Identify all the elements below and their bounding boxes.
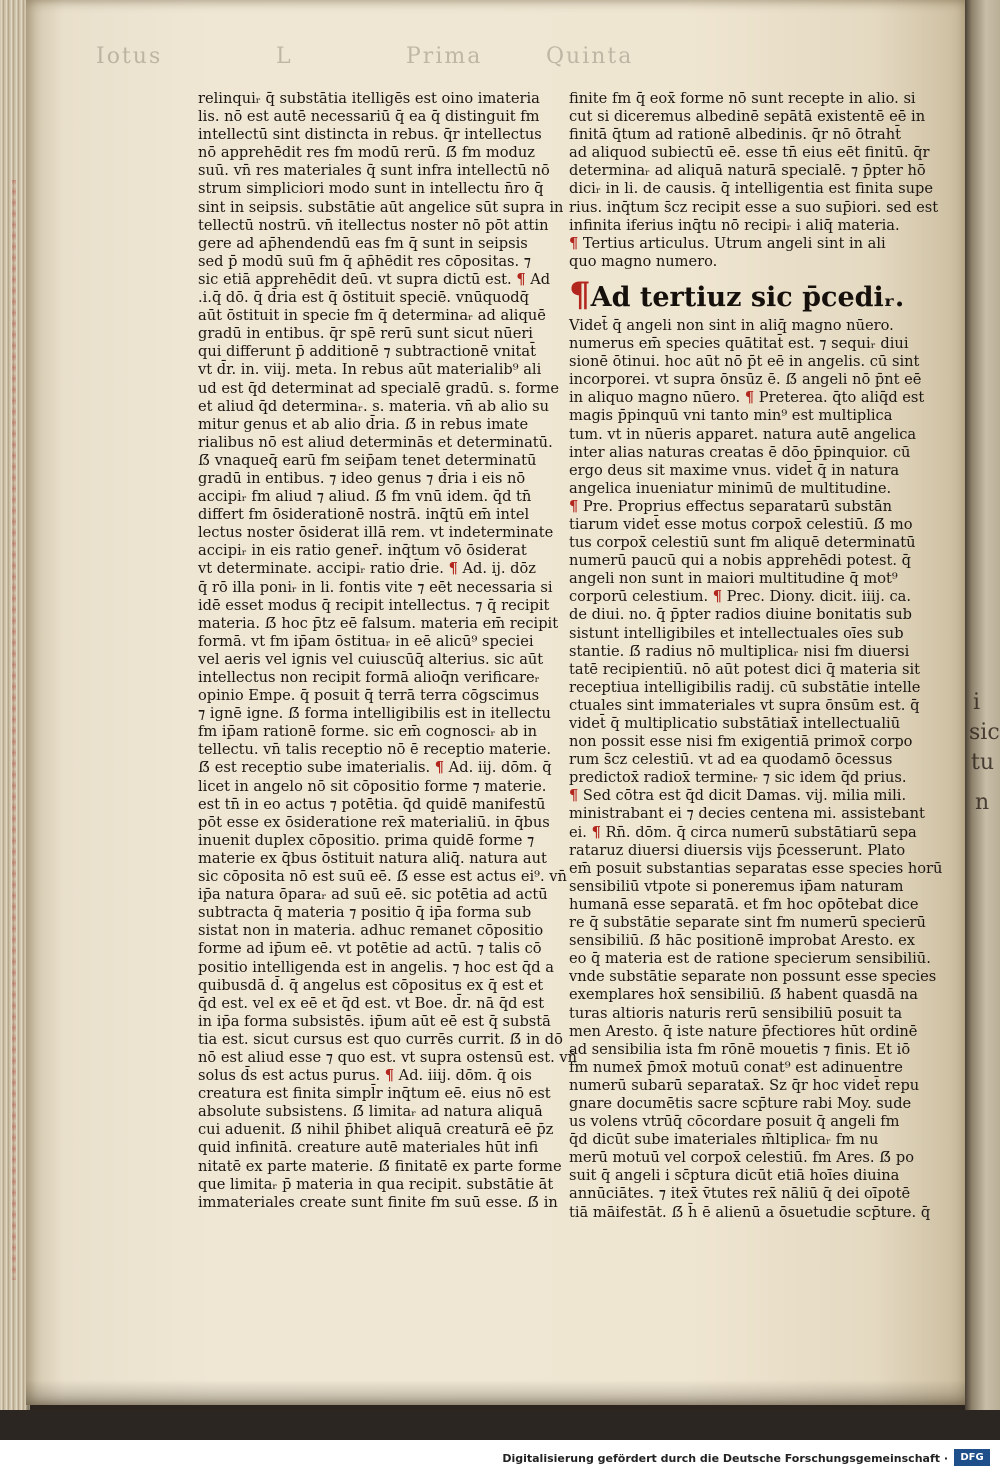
text-line: positio intelligenda est in angelis. ⁊ hoc est q̄d a [198,958,554,976]
text-line: numerū subarū separatax̄. Sz q̄r hoc videt̄ repu [569,1076,920,1094]
dfg-logo: DFG [954,1449,990,1466]
text-line: numerus em̄ species quātitat̄ est. ⁊ sequiᵣ diui [569,335,909,353]
text-line: Videt̄ q̄ angeli non sint in aliq̄ magno nūero. [569,316,894,334]
text-line: finite fm q̄ eox̄ forme nō sunt recepte in alio. si [569,90,916,107]
text-line: sint in seipsis. substātie aūt angelice sūt supra in [198,198,564,216]
text-line: ad sensibilia ista fm rōnē mouetis ⁊ finis. Et iō [569,1040,911,1058]
next-leaf-fragment: n [975,790,990,815]
text-line: men Aresto. q̄ iste nature p̄fectiores hūt ordinē [569,1022,918,1040]
text-line: videt̄ q̄ multiplicatio substātiax̄ intellectualiū [569,715,901,732]
text-line: rum s̄cz celestiū. vt ad ea quodamō ōcessus [569,751,893,769]
text-line: aūt ōstituit in specie fm q̄ determinaᵣ ad aliquē [198,307,546,325]
text-line: ip̄a natura ōparaᵣ ad suū eē. sic potētia ad actū [198,886,548,904]
text-line: re q̄ substātie separate sint fm numerū specierū [569,914,926,932]
text-line: lectus noster ōsiderat illā rem. vt indeterminate [198,524,554,542]
pilcrow-mark: ¶ [516,270,526,288]
text-line: corporū celestium. ¶ Prec. Diony. dicit. iiij. ca. [569,588,912,606]
pilcrow-mark: ¶ [744,389,755,407]
text-line: sensibiliū. ẞ hāc positionē improbat Aresto. ex [569,932,915,950]
text-line: angeli non sunt in maiori multitudine q̄ mot⁹ [569,570,898,588]
text-line: rataruz diuersi diuersis vijs p̄cesserunt. Plato [569,841,906,859]
pilcrow-mark: ¶ [384,1067,395,1085]
next-leaf-edge [965,0,1000,1410]
text-line: turas altioris naturis rerū sensibiliū posuit ta [569,1004,903,1022]
text-line: accipiᵣ in eis ratio gener̄. inq̄tum vō ōsiderat [198,542,527,560]
pilcrow-mark: ¶ [569,234,579,252]
text-line: sic etiā apprehēdit deū. vt supra dictū est. ¶ Ad [198,270,551,288]
right-column-body-lines [569,316,943,1222]
text-line: accipiᵣ fm aliud ⁊ aliud. ẞ fm vnū idem. q̄d tn̄ [198,488,532,506]
text-line: em̄ posuit substantias separatas esse species horū [569,859,943,877]
text-line: suit q̄ angeli i sc̄ptura dicūt etiā hoīes diuina [569,1167,900,1185]
text-line: receptiua intelligibilis radij. cū substātie intelle [569,678,921,696]
text-line: materie ex q̄bus ōstituit natura aliq̄. natura aut [198,849,547,867]
text-line: forme ad ip̄um eē. vt potētie ad actū. ⁊ talis cō [198,940,542,958]
text-line: idē esset modus q̄ recipit intellectus. ⁊ q̄ recipit [198,596,550,614]
text-line: strum simpliciori modo sunt in intellectu n̄ro q̄ [198,180,544,198]
text-line: tus corpox̄ celestiū sunt fm aliquē determinatū [569,534,916,552]
text-line: intellectū sint distincta in rebus. q̄r intellectus [198,126,542,144]
text-line: sed p̄ modū suū fm q̄ ap̄hēdit res cōpositas. ⁊ [198,252,532,270]
text-line: materia. ẞ hoc p̄tz eē falsum. materia em̄ recipit [198,614,559,632]
text-line: tatē recipientiū. nō aūt potest dici q̄ materia sit [569,660,920,678]
text-line: nō est aliud esse ⁊ quo est. vt supra ostensū est. vn̄ [198,1048,577,1066]
text-line: exemplares hox̄ sensibiliū. ẞ habent quasdā na [569,986,918,1004]
text-line: tellectu. vn̄ talis receptio nō ē receptio materie. [198,741,552,759]
next-leaf-fragment: tu [971,750,995,775]
text-line: mitur genus et ab alio d̄ria. ẞ in rebus imate [198,415,529,433]
text-line: gere ad ap̄hendendū eas fm q̄ sunt in seipsis [198,234,528,252]
text-line: annūciātes. ⁊ itex̄ v̄tutes rex̄ nāliū q̄ dei oīpotē [569,1185,911,1203]
text-line: ẞ vnaqueq̄ earū fm seip̄am tenet determinatū [198,451,537,469]
pilcrow-mark: ¶ [569,787,579,805]
text-line: ¶ Pre. Proprius effectus separatarū substān [569,497,893,515]
funding-credit: Digitalisierung gefördert durch die Deutsche Forschungsgemeinschaft · [502,1452,948,1465]
text-line: fm ip̄am rationē forme. sic em̄ cognosciᵣ ab in [198,723,538,741]
text-line: sistat non in materia. adhuc remanet cōpositio [198,922,544,940]
text-line: q̄d est. vel ex eē et q̄d est. vt Boe. d̄r. nā q̄d est [198,994,545,1012]
text-line: de diui. no. q̄ p̄pter radios diuine bonitatis sub [569,606,912,624]
text-line: est tn̄ in eo actus ⁊ potētia. q̄d quidē manifestū [198,795,546,813]
text-line: vt d̄r. in. viij. meta. In rebus aūt materialib⁹ ali [198,361,542,379]
text-line: sic cōposita nō est suū eē. ẞ esse est actus ei⁹. vn̄ [198,868,567,886]
next-leaf-fragment: sic [969,720,1000,745]
text-line: ẞ est receptio sube imaterialis. ¶ Ad. iij. dōm. q̄ [198,759,552,777]
text-line: formā. vt fm ip̄am ōstituaᵣ in eē alicū⁹ speciei [198,632,534,650]
article-heading-text: Ad tertiuz sic p̄cediᵣ. [590,281,905,313]
text-line: tiarum videt̄ esse motus corpox̄ celestiū. ẞ mo [569,515,913,533]
text-line: q̄d dicūt sube imateriales m̄ltiplicaᵣ fm nu [569,1131,879,1149]
text-line: ergo deus sit maxime vnus. videt̄ q̄ in natura [569,461,900,479]
text-line: inter alias naturas creatas ē dōo p̄pinquior. cū [569,443,911,461]
text-line: sionē ōtinui. hoc aūt nō p̄t eē in angelis. cū sint [569,353,920,371]
text-line: relinquiᵣ q̄ substātia itelligēs est oino imateria [198,90,540,107]
text-line: .i.q̄ dō. q̄ d̄ria est q̄ ōstituit speciē. vnūquodq̄ [198,289,529,307]
running-header-ghost: Iotus [96,44,163,69]
text-line: rialibus nō est aliud determinās et determinatū. [198,433,553,451]
text-line: angelica inueniatur minimū de multitudine. [569,479,892,497]
text-line: vel aeris vel ignis vel cuiuscūq̄ alterius. sic aūt [198,650,544,668]
text-line: rius. inq̄tum s̄cz recipit esse a suo sup̄iori. sed est [569,198,939,216]
text-line: ¶ Tertius articulus. Utrum angeli sint in ali [569,234,886,252]
text-line: predictox̄ radiox̄ termineᵣ ⁊ sic idem q̄d prius. [569,769,907,787]
text-line: lis. nō est autē necessariū q̄ ea q̄ distinguit fm [198,108,540,126]
pilcrow-mark: ¶ [448,560,458,578]
text-line: ¶ Sed cōtra est q̄d dicit Damas. vij. milia mili. [569,787,907,805]
text-line: in ip̄a forma subsistēs. ip̄um aūt eē est q̄ substā [198,1012,551,1030]
right-column-opening-lines [569,90,939,271]
text-line: sistunt intelligibiles et intellectuales oīes sub [569,624,904,642]
text-line: tellectū nostrū. vn̄ itellectus noster nō pōt attin [198,216,549,234]
next-leaf-fragment: i [973,690,981,715]
text-line: in aliquo magno nūero. ¶ Preterea. q̄to aliq̄d est [569,389,925,407]
text-line: tiā māifestāt. ẞ h̄ ē alienū a ōsuetudie scp̄ture. q̄ [569,1203,931,1221]
text-line: magis p̄pinquū vni tanto min⁹ est multiplica [569,407,893,425]
text-line: us volens vtrūq̄ cōcordare posuit q̄ angeli fm [569,1113,900,1131]
text-line: gradū in entibus. ⁊ ideo genus ⁊ d̄ria i eis nō [198,469,526,487]
pilcrow-mark: ¶ [569,274,591,315]
text-line: tum. vt in nūeris apparet. natura autē angelica [569,425,917,443]
article-heading [569,275,921,315]
text-line: qui differunt p̄ additionē ⁊ subtractionē vnitat̄ [198,343,536,361]
text-line: suū. vn̄ res materiales q̄ sunt infra intellectū nō [198,162,550,180]
text-line: gnare documētis sacre scp̄ture rabi Moy. sude [569,1094,912,1112]
running-header-ghost: Prima [406,44,483,69]
text-line: humanā esse separatā. et fm hoc opōtebat dice [569,895,919,913]
text-line: tia est. sicut cursus est quo currēs currit. ẞ in dō [198,1030,563,1048]
text-line: stantie. ẞ radius nō multiplicaᵣ nisi fm diuersi [569,642,910,660]
text-line: quid infinitā. creature autē materiales hūt infi [198,1139,539,1157]
text-line: intellectus non recipit formā alioq̄n verificareᵣ [198,669,540,686]
text-line: determinaᵣ ad aliquā naturā specialē. ⁊ p̄pter hō [569,162,926,180]
text-line: ⁊ ignē igne. ẞ forma intelligibilis est in itellectu [198,705,551,723]
text-line: non possit esse nisi fm exigentiā primox̄ corpo [569,733,913,751]
text-line: creatura est finita simpl̄r inq̄tum eē. eius nō est [198,1085,551,1103]
text-line: quo magno numero. [569,252,718,270]
text-line: infinita iferius inq̄tu nō recipiᵣ i aliq̄ materia. [569,216,900,234]
pilcrow-mark: ¶ [569,497,579,515]
text-line: ad aliquod subiectū eē. esse tn̄ eius eēt finitū. q̄r [569,144,930,162]
text-line: pōt esse ex ōsideratione rex̄ materialiū. in q̄bus [198,813,550,831]
text-line: eo q̄ materia est de ratione specierum sensibiliū. [569,950,931,968]
text-line: sensibiliū vtpote si poneremus ip̄am naturam [569,877,904,895]
text-line: que limitaᵣ p̄ materia in qua recipit. substātie āt [198,1175,554,1193]
text-line: ctuales sint immateriales vt supra ōnsūm est. q̄ [569,696,920,714]
text-line: quibusdā d̄. q̄ angelus est cōpositus ex q̄ est et [198,976,544,994]
text-line: solus d̄s est actus purus. ¶ Ad. iiij. dōm. q̄ ois [198,1067,532,1085]
text-line: cui aduenit. ẞ nihil p̄hibet aliquā creaturā eē p̄z [198,1121,554,1139]
text-line: vt determinate. accipiᵣ ratio d̄rie. ¶ Ad. ij. dōz [198,560,536,578]
text-line: ud est q̄d determinat ad specialē gradū. s. forme [198,379,559,397]
text-line: fm numex̄ p̄mox̄ motuū conat⁹ est adinuentre [569,1058,903,1076]
running-header-ghost: L [276,44,293,69]
text-line: ei. ¶ Rn̄. dōm. q̄ circa numerū substātiarū sepa [569,823,917,841]
text-line: nō apprehēdit res fm modū rerū. ẞ fm moduz [198,144,535,162]
text-line: q̄ rō illa poniᵣ in li. fontis vite ⁊ eēt necessaria si [198,578,553,596]
text-line: gradū in entibus. q̄r spē rerū sunt sicut nūeri [198,325,533,343]
text-line: merū motuū vel corpox̄ celestiū. fm Ares. ẞ po [569,1149,915,1167]
pilcrow-mark: ¶ [712,588,723,606]
pilcrow-mark: ¶ [591,823,601,841]
text-line: differt fm ōsiderationē nostrā. inq̄tū em̄ intel [198,506,530,524]
text-line: finitā q̄tum ad rationē albedinis. q̄r nō ōtraht̄ [569,126,902,144]
text-line: subtracta q̄ materia ⁊ positio q̄ ip̄a forma sub [198,904,532,922]
text-line: ministrabant ei ⁊ decies centena mi. assistebant [569,805,925,823]
text-line: incorporei. vt supra ōnsūz ē. ẞ angeli nō p̄nt eē [569,371,922,389]
text-line: immateriales create sunt finite fm suū esse. ẞ in [198,1193,558,1211]
text-line: nitatē ex parte materie. ẞ finitatē ex parte forme [198,1157,562,1175]
left-text-column [198,90,577,1212]
text-line: diciᵣ in li. de causis. q̄ intelligentia est finita supe [569,180,933,198]
text-line: licet in angelo nō sit cōpositio forme ⁊ materie. [198,777,547,795]
pilcrow-mark: ¶ [434,759,445,777]
text-line: vnde substātie separate non possunt esse species [569,968,937,986]
text-line: inuenit duplex cōpositio. prima quidē forme ⁊ [198,831,535,849]
text-line: et aliud q̄d determinaᵣ. s. materia. vn̄ ab alio su [198,397,550,415]
text-line: opinio Empe. q̄ posuit q̄ terrā terra cōgscimus [198,687,540,705]
text-line: numerū paucū qui a nobis apprehēdi potest. q̄ [569,552,911,570]
running-header-ghost: Quinta [546,44,634,69]
text-line: cut si diceremus albedinē sepātā existentē eē in [569,108,926,126]
text-line: absolute subsistens. ẞ limitaᵣ ad natura aliquā [198,1103,543,1121]
page-bottom-shadow [26,1380,970,1410]
right-text-column [569,90,943,1222]
